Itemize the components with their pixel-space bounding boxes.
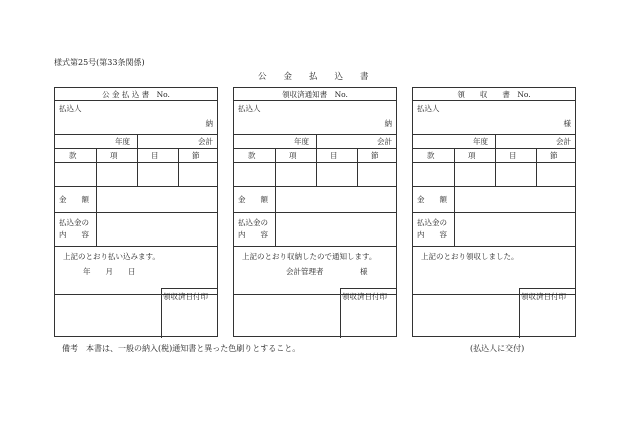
rule-line xyxy=(55,134,217,135)
rule-line xyxy=(55,162,217,163)
content-label-line1: 払込金の xyxy=(238,218,268,227)
footnote: (払込人に交付) xyxy=(470,344,525,353)
honorific: 様 xyxy=(360,267,368,276)
amount-label: 金 額 xyxy=(59,195,89,204)
column-header: 項 xyxy=(110,151,118,160)
rule-line xyxy=(234,100,396,101)
column-header: 款 xyxy=(69,151,77,160)
receipt-notice-form xyxy=(233,87,397,337)
year-label: 年度 xyxy=(115,137,130,146)
rule-line xyxy=(234,246,396,247)
receipt-stamp-label: 領収済日付印 xyxy=(342,292,387,301)
form-header: 公 金 払 込 書 No. xyxy=(102,90,170,99)
rule-line xyxy=(340,288,341,338)
rule-line xyxy=(454,148,455,186)
rule-line xyxy=(55,246,217,247)
form-header: 領収済通知書 No. xyxy=(282,90,348,99)
rule-line xyxy=(316,134,317,148)
payer-label: 払込人 xyxy=(238,104,261,113)
rule-line xyxy=(413,212,575,213)
column-header: 節 xyxy=(371,151,379,160)
rule-line xyxy=(413,186,575,187)
column-header: 目 xyxy=(509,151,517,160)
payer-label: 払込人 xyxy=(59,104,82,113)
rule-line xyxy=(413,134,575,135)
date-line: 年 月 日 xyxy=(83,267,136,276)
rule-line xyxy=(519,288,520,338)
rule-line xyxy=(234,212,396,213)
rule-line xyxy=(413,162,575,163)
amount-label: 金 額 xyxy=(238,195,268,204)
note-label: 備考 xyxy=(62,344,78,353)
payer-suffix: 様 xyxy=(563,119,571,128)
rule-line xyxy=(55,100,217,101)
content-label-line2: 内 容 xyxy=(238,230,268,239)
rule-line xyxy=(275,148,276,186)
column-header: 項 xyxy=(468,151,476,160)
rule-line xyxy=(234,134,396,135)
rule-line xyxy=(55,212,217,213)
rule-line xyxy=(178,148,179,186)
rule-line xyxy=(454,186,455,246)
rule-line xyxy=(55,148,217,149)
rule-line xyxy=(340,288,396,289)
form-header: 領 収 書 No. xyxy=(457,90,531,99)
account-label: 会計 xyxy=(556,137,571,146)
amount-label: 金 額 xyxy=(417,195,447,204)
account-label: 会計 xyxy=(377,137,392,146)
payment-slip-form xyxy=(54,87,218,337)
payer-label: 払込人 xyxy=(417,104,440,113)
column-header: 節 xyxy=(550,151,558,160)
rule-line xyxy=(357,148,358,186)
statement: 上記のとおり領収しました。 xyxy=(421,252,519,261)
rule-line xyxy=(413,148,575,149)
column-header: 款 xyxy=(427,151,435,160)
account-label: 会計 xyxy=(198,137,213,146)
statement: 上記のとおり収納したので通知します。 xyxy=(242,252,377,261)
content-label-line1: 払込金の xyxy=(417,218,447,227)
column-header: 項 xyxy=(289,151,297,160)
rule-line xyxy=(161,288,162,338)
receipt-stamp-label: 領収済日付印 xyxy=(163,292,208,301)
rule-line xyxy=(495,134,496,148)
rule-line xyxy=(96,186,97,246)
rule-line xyxy=(275,186,276,246)
year-label: 年度 xyxy=(473,137,488,146)
content-label-line1: 払込金の xyxy=(59,218,89,227)
rule-line xyxy=(234,162,396,163)
rule-line xyxy=(96,148,97,186)
rule-line xyxy=(413,246,575,247)
accounting-manager: 会計管理者 xyxy=(286,267,324,276)
content-label-line2: 内 容 xyxy=(59,230,89,239)
content-label-line2: 内 容 xyxy=(417,230,447,239)
rule-line xyxy=(137,148,138,186)
statement: 上記のとおり払い込みます。 xyxy=(63,252,160,261)
payer-suffix: 納 xyxy=(384,119,392,128)
form-number: 様式第25号(第33条関係) xyxy=(54,58,145,67)
column-header: 目 xyxy=(151,151,159,160)
rule-line xyxy=(495,148,496,186)
column-header: 目 xyxy=(330,151,338,160)
rule-line xyxy=(536,148,537,186)
payer-suffix: 納 xyxy=(205,119,213,128)
column-header: 節 xyxy=(192,151,200,160)
rule-line xyxy=(316,148,317,186)
receipt-stamp-label: 領収済日付印 xyxy=(521,292,566,301)
rule-line xyxy=(137,134,138,148)
rule-line xyxy=(234,148,396,149)
receipt-form xyxy=(412,87,576,337)
year-label: 年度 xyxy=(294,137,309,146)
rule-line xyxy=(55,186,217,187)
column-header: 款 xyxy=(248,151,256,160)
rule-line xyxy=(161,288,217,289)
note-text: 本書は、一般の納入(税)通知書と異った色刷りとすること。 xyxy=(86,344,301,353)
document-title: 公 金 払 込 書 xyxy=(258,72,369,82)
rule-line xyxy=(413,100,575,101)
rule-line xyxy=(519,288,575,289)
rule-line xyxy=(234,186,396,187)
